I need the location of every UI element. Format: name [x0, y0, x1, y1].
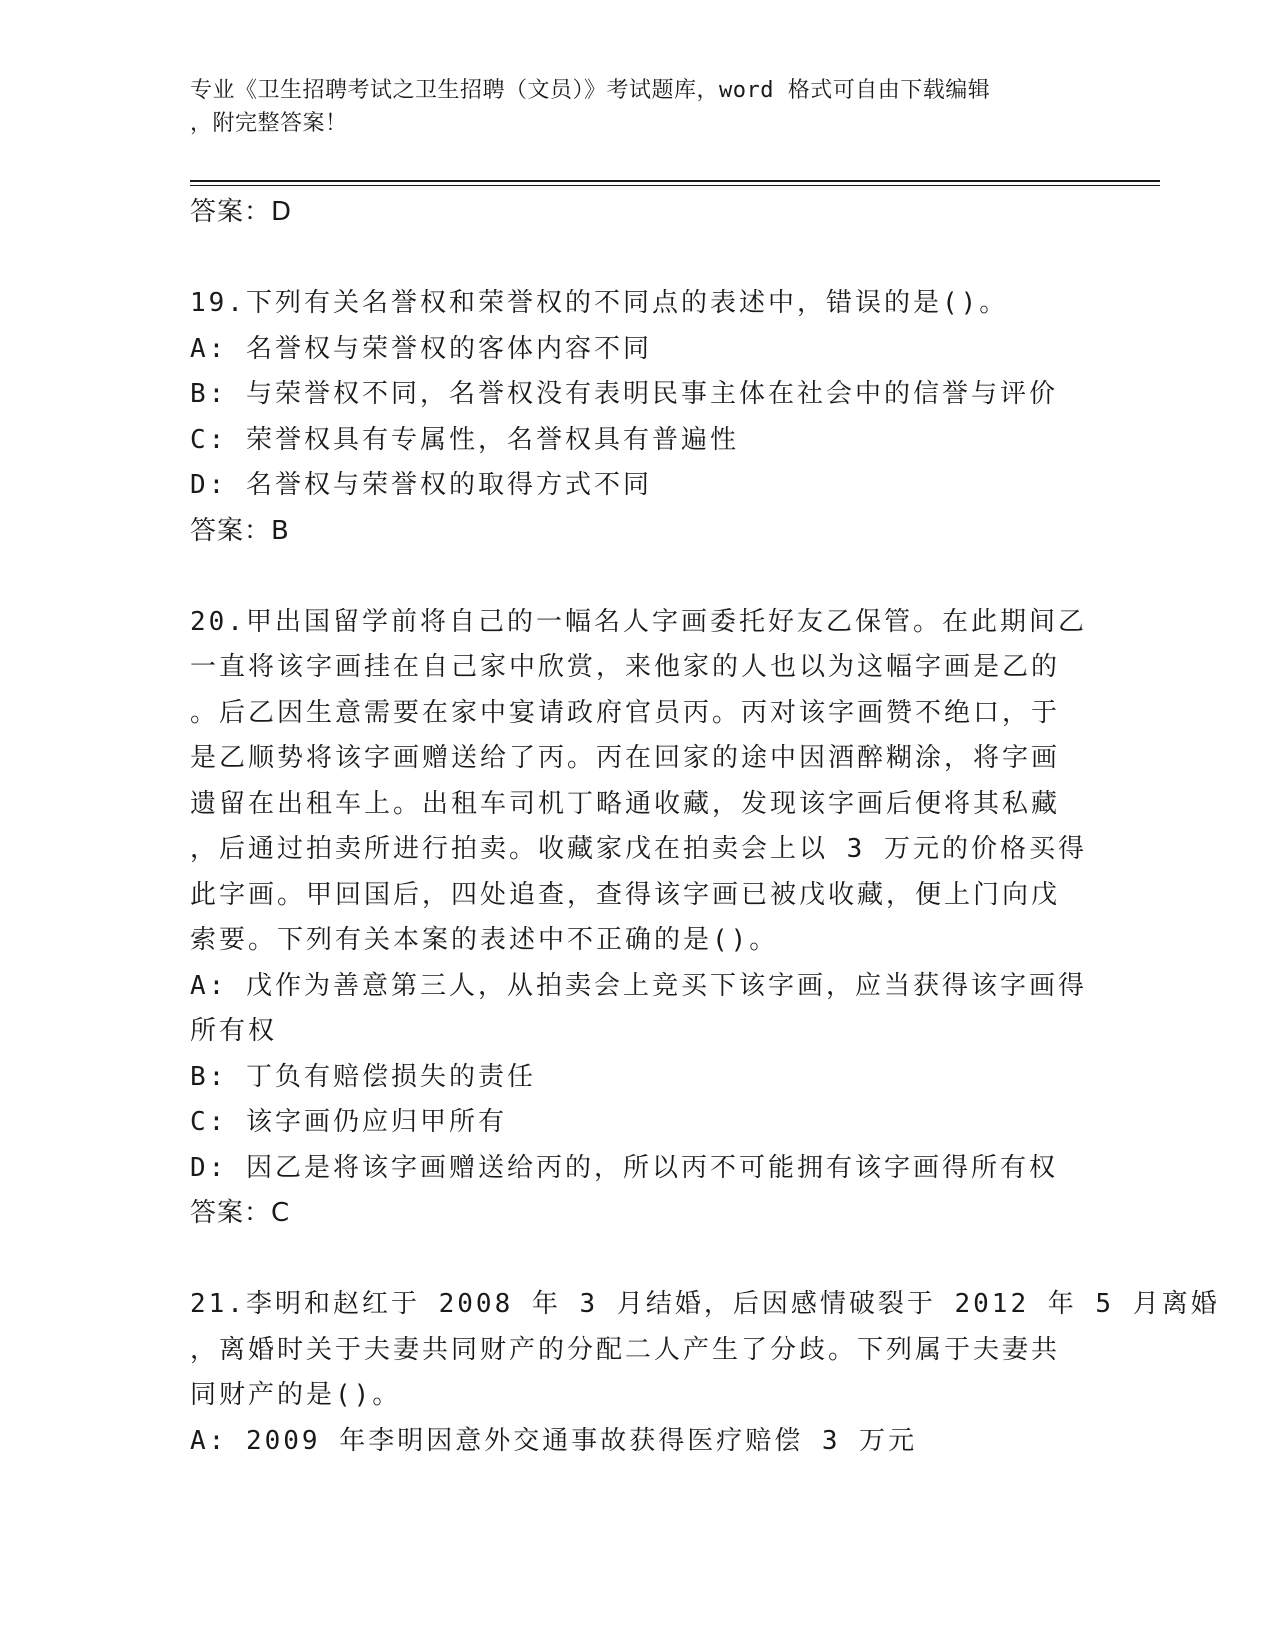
header-rule-thick: [190, 180, 1160, 182]
question-stem-line: 21.李明和赵红于 2008 年 3 月结婚，后因感情破裂于 2012 年 5 月离婚: [190, 1289, 1220, 1319]
question-20: [190, 600, 1090, 1237]
spacer: [190, 236, 1090, 282]
page-header: [190, 74, 1090, 140]
option-c: C: 荣誉权具有专属性，名誉权具有普遍性: [190, 424, 739, 455]
option-b: B: 丁负有赔偿损失的责任: [190, 1061, 536, 1092]
question-19: [190, 281, 1090, 554]
option-c: C: 该字画仍应归甲所有: [190, 1107, 507, 1137]
spacer: [190, 554, 1090, 600]
header-line-2: ，附完整答案！: [190, 111, 348, 136]
question-stem-line: 一直将该字画挂在自己家中欣赏，来他家的人也以为这幅字画是乙的: [190, 652, 1061, 682]
question-stem-line: 遗留在出租车上。出租车司机丁略通收藏，发现该字画后便将其私藏: [190, 788, 1061, 819]
question-stem-line: 此字画。甲回国后，四处追查，查得该字画已被戊收藏，便上门向戊: [190, 879, 1061, 910]
option-a: A: 戊作为善意第三人，从拍卖会上竞买下该字画，应当获得该字画得: [190, 970, 1087, 1001]
question-21: [190, 1282, 1220, 1464]
question-stem-line: 。后乙因生意需要在家中宴请政府官员丙。丙对该字画赞不绝口，于: [190, 697, 1061, 728]
header-line-1: 专业《卫生招聘考试之卫生招聘（文员）》考试题库，word 格式可自由下载编辑: [190, 78, 991, 103]
question-answer: 答案：B: [190, 515, 290, 546]
option-a: A: 2009 年李明因意外交通事故获得医疗赔偿 3 万元: [190, 1425, 918, 1456]
option-d: D: 因乙是将该字画赠送给丙的，所以丙不可能拥有该字画得所有权: [190, 1152, 1058, 1183]
question-answer: 答案：C: [190, 1198, 291, 1228]
question-stem-line: 索要。下列有关本案的表述中不正确的是()。: [190, 925, 779, 955]
spacer: [190, 1237, 1090, 1283]
option-a-continued: 所有权: [190, 1016, 278, 1046]
question-stem-line: 同财产的是()。: [190, 1380, 402, 1410]
question-stem-line: ，离婚时关于夫妻共同财产的分配二人产生了分歧。下列属于夫妻共: [190, 1334, 1061, 1365]
question-stem-line: 19.下列有关名誉权和荣誉权的不同点的表述中，错误的是()。: [190, 288, 1009, 318]
option-a: A: 名誉权与荣誉权的客体内容不同: [190, 333, 652, 364]
option-b: B: 与荣誉权不同，名誉权没有表明民事主体在社会中的信誉与评价: [190, 379, 1058, 409]
previous-answer: 答案：D: [190, 197, 293, 227]
question-stem-line: 20.甲出国留学前将自己的一幅名人字画委托好友乙保管。在此期间乙: [190, 606, 1087, 637]
option-d: D: 名誉权与荣誉权的取得方式不同: [190, 470, 652, 500]
question-stem-line: ，后通过拍卖所进行拍卖。收藏家戊在拍卖会上以 3 万元的价格买得: [190, 834, 1087, 864]
question-stem-line: 是乙顺势将该字画赠送给了丙。丙在回家的途中因酒醉糊涂，将字画: [190, 743, 1061, 773]
question-body: [190, 190, 1220, 1464]
header-rule-thin: [190, 185, 1160, 186]
